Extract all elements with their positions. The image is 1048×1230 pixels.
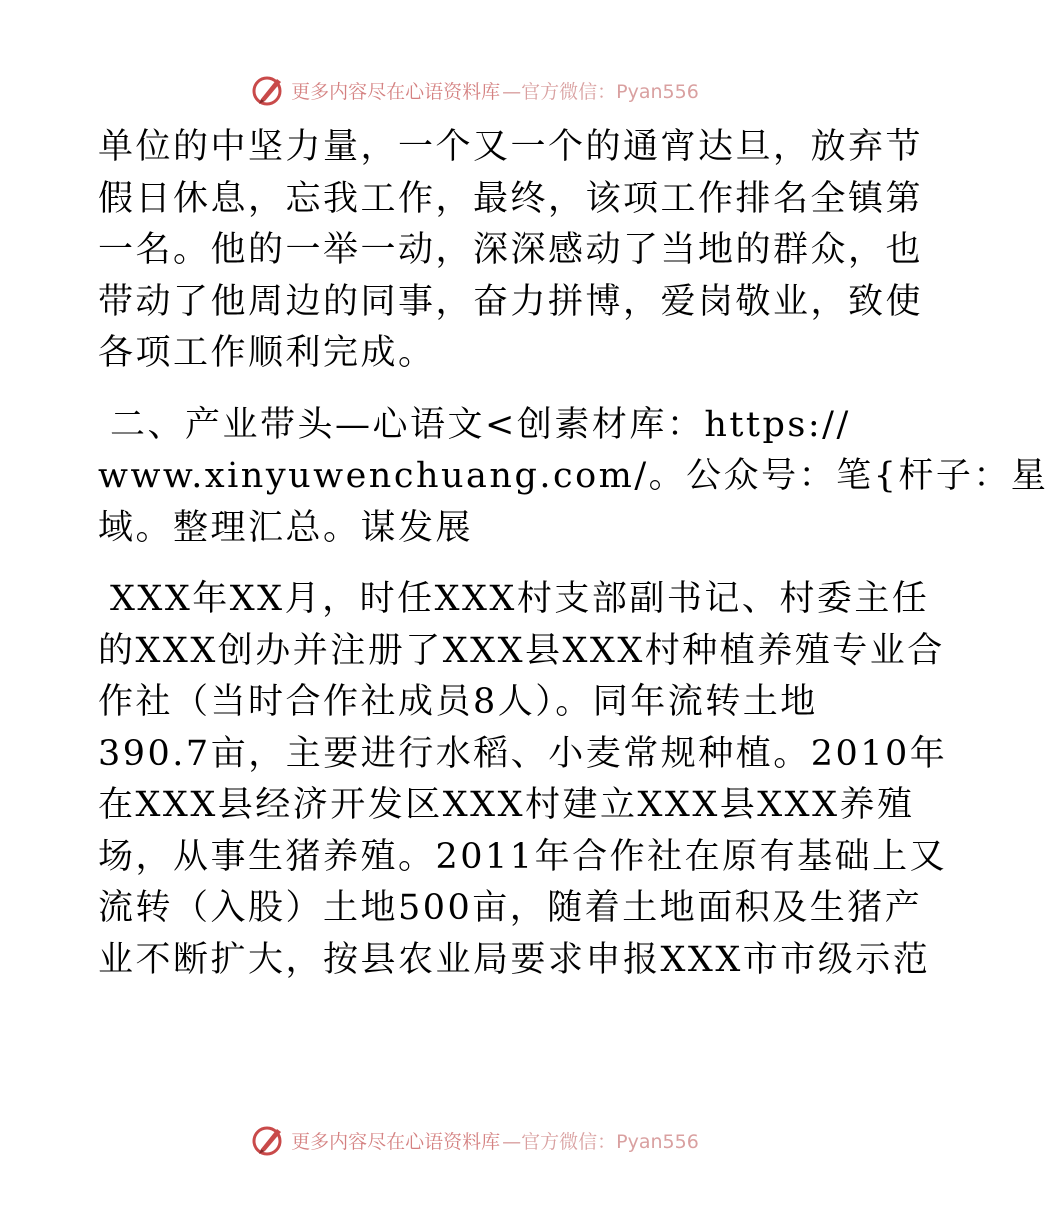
section-heading-2: [98, 400, 1048, 555]
paragraph-2: [98, 574, 948, 986]
pen-logo-icon: [251, 73, 285, 107]
heading-line: 二、产业带头—心语文<创素材库：https://: [110, 404, 851, 445]
text-line: 一名。他的一举一动，深深感动了当地的群众，也: [98, 230, 924, 270]
heading-line: www.xinyuwenchuang.com/。公众号：笔{杆子：星: [98, 456, 1048, 496]
watermark-contact-text: —官方微信：Pyan556: [502, 80, 699, 103]
watermark-header: [0, 70, 950, 110]
text-line: 各项工作顺利完成。: [98, 333, 436, 373]
paragraph-1: [98, 122, 924, 380]
watermark-main-text: 更多内容尽在心语资料库: [291, 80, 501, 103]
text-line: 场，从事生猪养殖。2011年合作社在原有基础上又: [98, 836, 948, 877]
text-line: 单位的中坚力量，一个又一个的通宵达旦，放弃节: [98, 127, 924, 167]
watermark-contact-text: —官方微信：Pyan556: [502, 1130, 699, 1153]
text-line: XXX年XX月，时任XXX村支部副书记、村委主任: [110, 579, 930, 619]
text-line: 假日休息，忘我工作，最终，该项工作排名全镇第: [98, 178, 924, 219]
text-line: 带动了他周边的同事，奋力拼博，爱岗敬业，致使: [98, 281, 924, 322]
pen-logo-icon: [251, 1123, 285, 1157]
text-line: 作社（当时合作社成员8人）。同年流转土地: [98, 682, 818, 722]
watermark-main-text: 更多内容尽在心语资料库: [291, 1130, 501, 1153]
text-line: 的XXX创办并注册了XXX县XXX村种植养殖专业合: [98, 630, 945, 671]
text-line: 流转（入股）土地500亩，随着土地面积及生猪产: [98, 888, 923, 928]
document-body: [98, 122, 1048, 986]
watermark-footer: [0, 1120, 950, 1160]
text-line: 在XXX县经济开发区XXX村建立XXX县XXX养殖: [98, 785, 915, 825]
text-line: 390.7亩，主要进行水稻、小麦常规种植。2010年: [98, 733, 948, 774]
heading-line: 域。整理汇总。谋发展: [98, 507, 474, 548]
text-line: 业不断扩大，按县农业局要求申报XXX市市级示范: [98, 939, 931, 980]
